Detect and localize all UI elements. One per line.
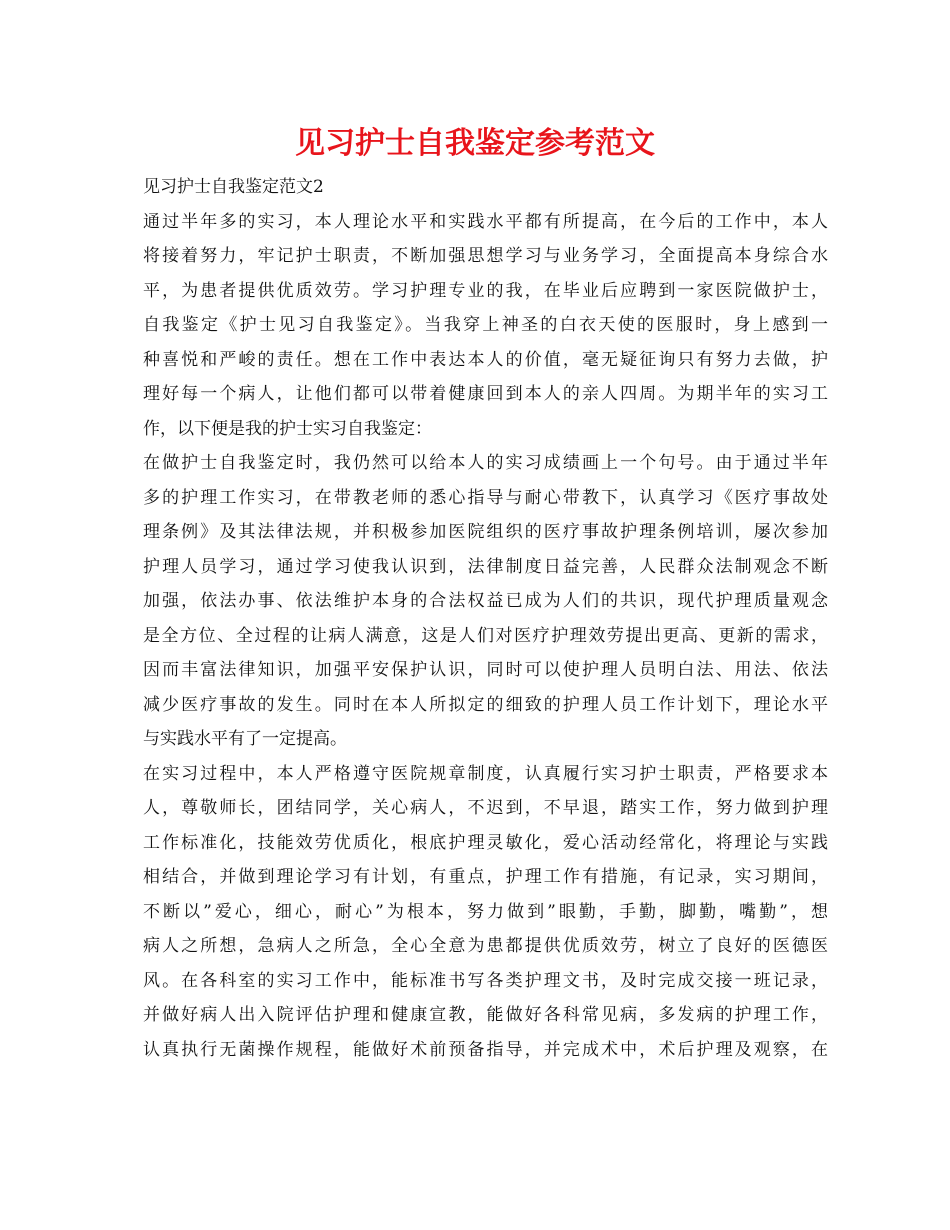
- text-line: 相结合，并做到理论学习有计划，有重点，护理工作有措施，有记录，实习期间，: [143, 867, 828, 887]
- text-line: 通过半年多的实习，本人理论水平和实践水平都有所提高，在今后的工作中，本人: [143, 211, 828, 232]
- text-line: 将接着努力，牢记护士职责，不断加强思想学习与业务学习，全面提高本身综合水: [143, 246, 828, 266]
- text-line: 并做好病人出入院评估护理和健康宣教，能做好各科常见病，多发病的护理工作，: [143, 1005, 828, 1025]
- text-line: 加强，依法办事、依法维护本身的合法权益已成为人们的共识，现代护理质量观念: [143, 591, 828, 611]
- document-title: 见习护士自我鉴定参考范文: [295, 126, 655, 161]
- text-line: 人，尊敬师长，团结同学，关心病人，不迟到，不早退，踏实工作，努力做到护理: [143, 798, 828, 818]
- text-line: 见习护士自我鉴定范文2: [143, 177, 324, 197]
- text-line: 护理人员学习，通过学习使我认识到，法律制度日益完善，人民群众法制观念不断: [143, 556, 828, 577]
- text-line: 平，为患者提供优质效劳。学习护理专业的我，在毕业后应聘到一家医院做护士，: [143, 280, 828, 301]
- text-line: 是全方位、全过程的让病人满意，这是人们对医疗护理效劳提出更高、更新的需求，: [143, 625, 828, 646]
- text-line: 理好每一个病人，让他们都可以带着健康回到本人的亲人四周。为期半年的实习工: [143, 384, 828, 404]
- text-line: 在做护士自我鉴定时，我仍然可以给本人的实习成绩画上一个句号。由于通过半年: [143, 453, 828, 473]
- text-line: 风。在各科室的实习工作中，能标准书写各类护理文书，及时完成交接一班记录，: [143, 970, 828, 991]
- text-line: 与实践水平有了一定提高。: [143, 729, 347, 749]
- text-line: 因而丰富法律知识，加强平安保护认识，同时可以使护理人员明白法、用法、依法: [143, 660, 828, 680]
- text-line: 不断以”爱心，细心，耐心”为根本，努力做到”眼勤，手勤，脚勤，嘴勤”，想: [143, 901, 828, 922]
- text-line: 多的护理工作实习，在带教老师的悉心指导与耐心带教下，认真学习《医疗事故处: [143, 487, 828, 508]
- text-line: 作，以下便是我的护士实习自我鉴定：: [143, 418, 432, 439]
- text-line: 认真执行无菌操作规程，能做好术前预备指导，并完成术中，术后护理及观察，在: [143, 1039, 828, 1060]
- text-line: 理条例》及其法律法规，并积极参加医院组织的医疗事故护理条例培训，屡次参加: [143, 522, 828, 542]
- document-body: [143, 170, 828, 1067]
- text-line: 工作标准化，技能效劳优质化，根底护理灵敏化，爱心活动经常化，将理论与实践: [143, 832, 828, 853]
- text-line: 减少医疗事故的发生。同时在本人所拟定的细致的护理人员工作计划下，理论水平: [143, 694, 828, 715]
- text-line: 病人之所想，急病人之所急，全心全意为患都提供优质效劳，树立了良好的医德医: [143, 936, 828, 956]
- text-line: 种喜悦和严峻的责任。想在工作中表达本人的价值，毫无疑征询只有努力去做，护: [143, 349, 828, 370]
- text-line: 自我鉴定《护士见习自我鉴定》。当我穿上神圣的白衣天使的医服时，身上感到一: [143, 315, 828, 335]
- text-line: 在实习过程中，本人严格遵守医院规章制度，认真履行实习护士职责，严格要求本: [143, 763, 828, 784]
